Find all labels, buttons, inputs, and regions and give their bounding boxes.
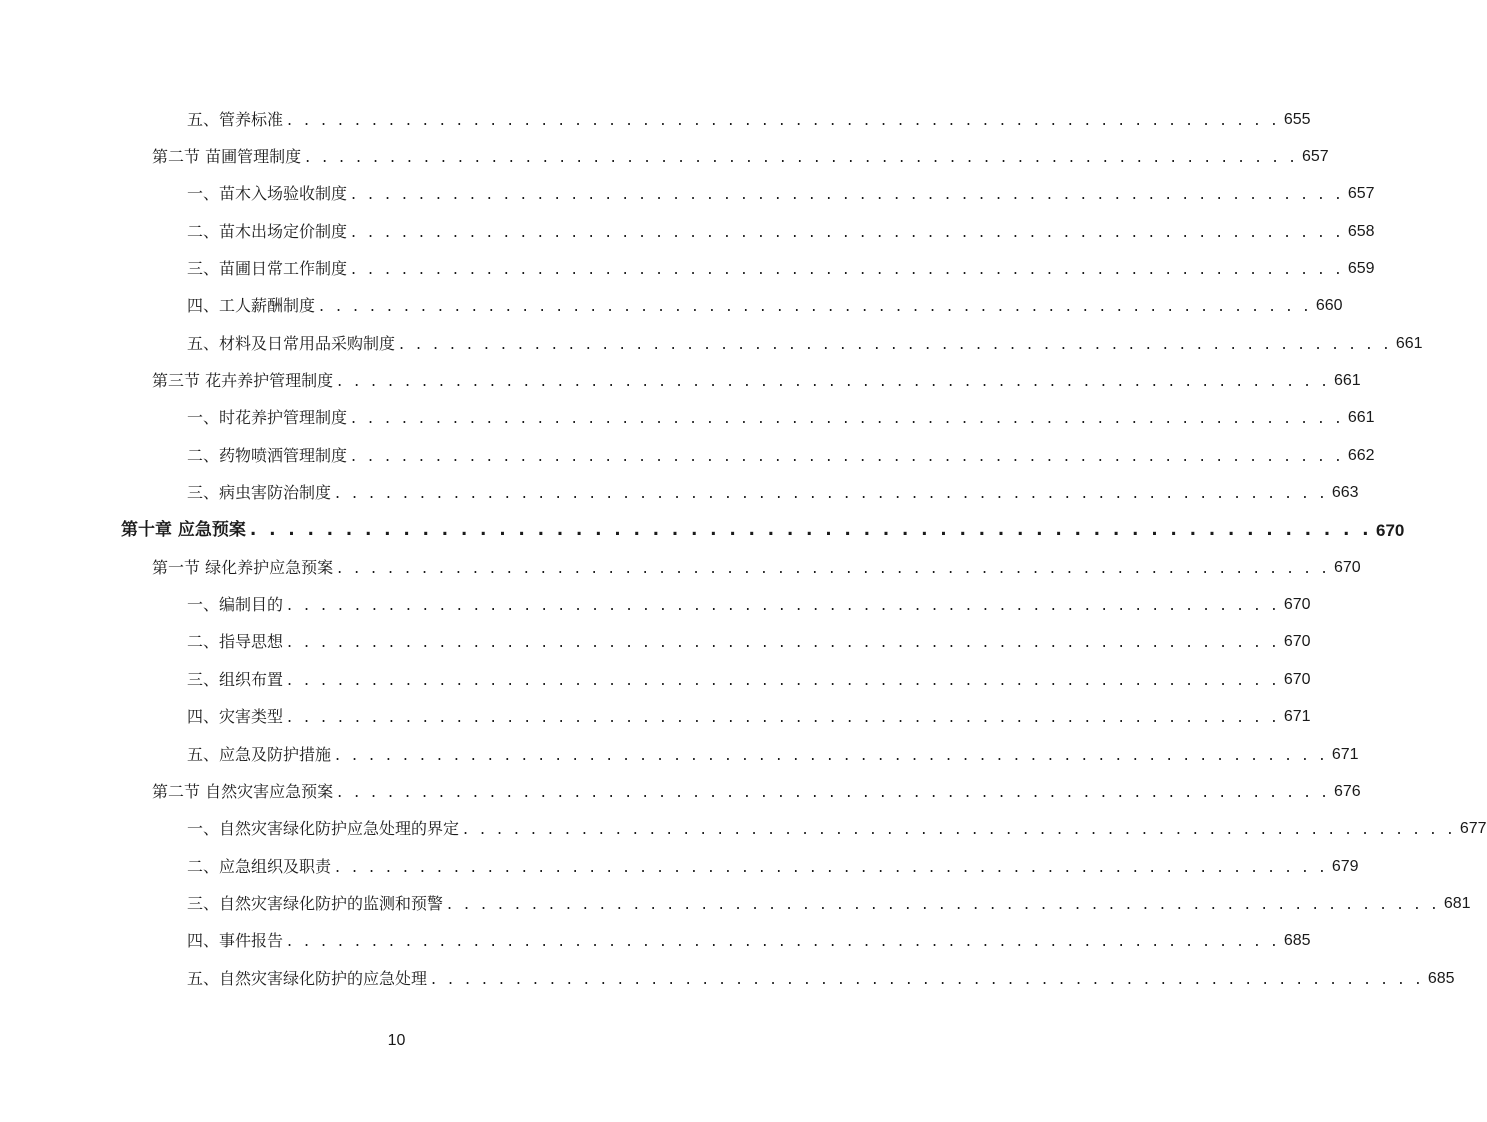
toc-dot-leader: . . . . . . . . . . . . . . . . . . . . . . . . . . . . . . . . . . . . . . . . . . . . . . . . . . . . . . . . . . . (335, 744, 1328, 764)
toc-dot-leader: . . . . . . . . . . . . . . . . . . . . . . . . . . . . . . . . . . . . . . . . . . . . . . . . . . . . . . . . . . . (287, 707, 1280, 727)
toc-dot-leader: . . . . . . . . . . . . . . . . . . . . . . . . . . . . . . . . . . . . . . . . . . . . . . . . . . . . . . . . . . . (463, 819, 1456, 839)
toc-dot-leader: . . . . . . . . . . . . . . . . . . . . . . . . . . . . . . . . . . . . . . . . . . . . . . . . . . . . . . . . . . . (287, 595, 1280, 615)
toc-entry-page: 670 (1330, 560, 1361, 576)
toc-entry-label: 第二节 苗圃管理制度 (152, 149, 305, 165)
toc-dot-leader: . . . . . . . . . . . . . . . . . . . . . . . . . . . . . . . . . . . . . . . . . . . . . . . . . . . . . . . . . . . (287, 931, 1280, 951)
toc-entry-label: 三、自然灾害绿化防护的监测和预警 (187, 896, 447, 912)
toc-entry-page: 671 (1328, 747, 1359, 763)
toc-entry[interactable] (0, 960, 1455, 997)
toc-entry-page: 655 (1280, 112, 1311, 128)
page-number: 10 (387, 1032, 406, 1049)
toc-entry-page: 661 (1392, 336, 1423, 352)
toc-entry-page: 662 (1344, 448, 1375, 464)
toc-entry[interactable] (0, 213, 1375, 250)
toc-dot-leader: . . . . . . . . . . . . . . . . . . . . . . . . . . . . . . . . . . . . . . . . . . . . . . . . . . . . . . . . . . . (447, 893, 1440, 913)
toc-entry-label: 三、苗圃日常工作制度 (187, 261, 351, 277)
toc-dot-leader: . . . . . . . . . . . . . . . . . . . . . . . . . . . . . . . . . . . . . . . . . . . . . . . . . . . . . . . . . . . (351, 221, 1344, 241)
toc-entry-label: 二、应急组织及职责 (187, 859, 335, 875)
toc-entry-page: 657 (1298, 149, 1329, 165)
toc-entry-label: 五、材料及日常用品采购制度 (187, 336, 399, 352)
toc-entry-page: 670 (1280, 597, 1311, 613)
toc-dot-leader: . . . . . . . . . . . . . . . . . . . . . . . . . . . . . . . . . . . . . . . . . . . . . . . . . . . . . . . . . . . (351, 184, 1344, 204)
toc-entry-page: 659 (1344, 261, 1375, 277)
toc-entry-page: 681 (1440, 896, 1471, 912)
toc-entry[interactable] (0, 437, 1375, 474)
toc-entry[interactable] (0, 923, 1311, 960)
toc-dot-leader: . . . . . . . . . . . . . . . . . . . . . . . . . . . . . . . . . . . . . . . . . . . . . . . . . . . . . . . . . . . (351, 408, 1344, 428)
toc-entry[interactable] (0, 101, 1311, 138)
toc-entry[interactable] (0, 661, 1311, 698)
toc-entry-label: 一、编制目的 (187, 597, 287, 613)
toc-entry-label: 一、自然灾害绿化防护应急处理的界定 (187, 821, 463, 837)
toc-entry-page: 663 (1328, 485, 1359, 501)
toc-entry-label: 二、药物喷洒管理制度 (187, 448, 351, 464)
toc-dot-leader: . . . . . . . . . . . . . . . . . . . . . . . . . . . . . . . . . . . . . . . . . . . . . . . . . . . . . . . . . . . (319, 296, 1312, 316)
toc-entry[interactable] (0, 624, 1311, 661)
toc-entry[interactable] (0, 400, 1375, 437)
toc-entry[interactable] (0, 811, 1487, 848)
toc-entry-label: 三、组织布置 (187, 672, 287, 688)
toc-entry-page: 670 (1280, 672, 1311, 688)
toc-dot-leader: . . . . . . . . . . . . . . . . . . . . . . . . . . . . . . . . . . . . . . . . . . . . . . . . . . . . . . . . . . . (287, 669, 1280, 689)
toc-entry-page: 676 (1330, 784, 1361, 800)
toc-entry-page: 658 (1344, 224, 1375, 240)
toc-dot-leader: . . . . . . . . . . . . . . . . . . . . . . . . . . . . . . . . . . . . . . . . . . . . . . . . . . . . . . . . . . . (305, 147, 1298, 167)
toc-entry-label: 第十章 应急预案 (121, 522, 250, 539)
toc-entry-label: 二、苗木出场定价制度 (187, 224, 351, 240)
toc-dot-leader: . . . . . . . . . . . . . . . . . . . . . . . . . . . . . . . . . . . . . . . . . . . . . . . . . . . . . . . . . . . (399, 333, 1392, 353)
toc-dot-leader: . . . . . . . . . . . . . . . . . . . . . . . . . . . . . . . . . . . . . . . . . . . . . . . . . . . . . . . . . . . (337, 781, 1330, 801)
toc-dot-leader: . . . . . . . . . . . . . . . . . . . . . . . . . . . . . . . . . . . . . . . . . . . . . . . . . . . . . . . . . . . (287, 109, 1280, 129)
toc-entry[interactable] (0, 773, 1361, 810)
toc-entry-label: 第一节 绿化养护应急预案 (152, 560, 337, 576)
toc-entry-page: 670 (1280, 634, 1311, 650)
toc-entry[interactable] (0, 474, 1359, 511)
toc-entry[interactable] (0, 699, 1311, 736)
toc-entry[interactable] (0, 848, 1359, 885)
toc-entry-page: 685 (1280, 933, 1311, 949)
toc-entry-label: 四、灾害类型 (187, 709, 287, 725)
toc-dot-leader: . . . . . . . . . . . . . . . . . . . . . . . . . . . . . . . . . . . . . . . . . . . . . . . . . . . . . . . . . . . (351, 445, 1344, 465)
toc-dot-leader: . . . . . . . . . . . . . . . . . . . . . . . . . . . . . . . . . . . . . . . . . . . . . . . . . . . . . . . . . . . (335, 856, 1328, 876)
toc-dot-leader: . . . . . . . . . . . . . . . . . . . . . . . . . . . . . . . . . . . . . . . . . . . . . . . . . . . . . . . . . . . (337, 371, 1330, 391)
toc-entry-label: 一、时花养护管理制度 (187, 410, 351, 426)
toc-dot-leader: . . . . . . . . . . . . . . . . . . . . . . . . . . . . . . . . . . . . . . . . . . . . . . . . . . . . . . . . . . . (249, 519, 1373, 540)
toc-entry-label: 四、工人薪酬制度 (187, 298, 319, 314)
toc-chapter-entry[interactable] (0, 512, 1405, 549)
toc-entry[interactable] (0, 549, 1361, 586)
table-of-contents (0, 101, 1487, 997)
toc-entry-page: 671 (1280, 709, 1311, 725)
toc-entry-page: 661 (1344, 410, 1375, 426)
toc-entry-label: 第二节 自然灾害应急预案 (152, 784, 337, 800)
toc-entry-label: 五、自然灾害绿化防护的应急处理 (187, 971, 431, 987)
toc-entry[interactable] (0, 288, 1343, 325)
toc-dot-leader: . . . . . . . . . . . . . . . . . . . . . . . . . . . . . . . . . . . . . . . . . . . . . . . . . . . . . . . . . . . (351, 259, 1344, 279)
toc-entry[interactable] (0, 325, 1423, 362)
toc-dot-leader: . . . . . . . . . . . . . . . . . . . . . . . . . . . . . . . . . . . . . . . . . . . . . . . . . . . . . . . . . . . (335, 483, 1328, 503)
toc-entry-label: 五、管养标准 (187, 112, 287, 128)
toc-entry-label: 第三节 花卉养护管理制度 (152, 373, 337, 389)
toc-dot-leader: . . . . . . . . . . . . . . . . . . . . . . . . . . . . . . . . . . . . . . . . . . . . . . . . . . . . . . . . . . . (431, 968, 1424, 988)
toc-entry-label: 五、应急及防护措施 (187, 747, 335, 763)
toc-entry-label: 三、病虫害防治制度 (187, 485, 335, 501)
toc-entry[interactable] (0, 586, 1311, 623)
toc-entry-page: 670 (1372, 522, 1404, 539)
toc-dot-leader: . . . . . . . . . . . . . . . . . . . . . . . . . . . . . . . . . . . . . . . . . . . . . . . . . . . . . . . . . . . (337, 557, 1330, 577)
toc-entry[interactable] (0, 176, 1375, 213)
toc-entry-page: 661 (1330, 373, 1361, 389)
toc-entry[interactable] (0, 736, 1359, 773)
toc-entry-page: 677 (1456, 821, 1487, 837)
toc-entry-page: 660 (1312, 298, 1343, 314)
toc-entry-page: 657 (1344, 186, 1375, 202)
toc-entry-label: 四、事件报告 (187, 933, 287, 949)
toc-entry[interactable] (0, 885, 1471, 922)
toc-entry[interactable] (0, 138, 1329, 175)
toc-entry-page: 679 (1328, 859, 1359, 875)
toc-dot-leader: . . . . . . . . . . . . . . . . . . . . . . . . . . . . . . . . . . . . . . . . . . . . . . . . . . . . . . . . . . . (287, 632, 1280, 652)
toc-entry[interactable] (0, 250, 1375, 287)
toc-entry-label: 一、苗木入场验收制度 (187, 186, 351, 202)
toc-entry-page: 685 (1424, 971, 1455, 987)
toc-entry-label: 二、指导思想 (187, 634, 287, 650)
toc-entry[interactable] (0, 362, 1361, 399)
